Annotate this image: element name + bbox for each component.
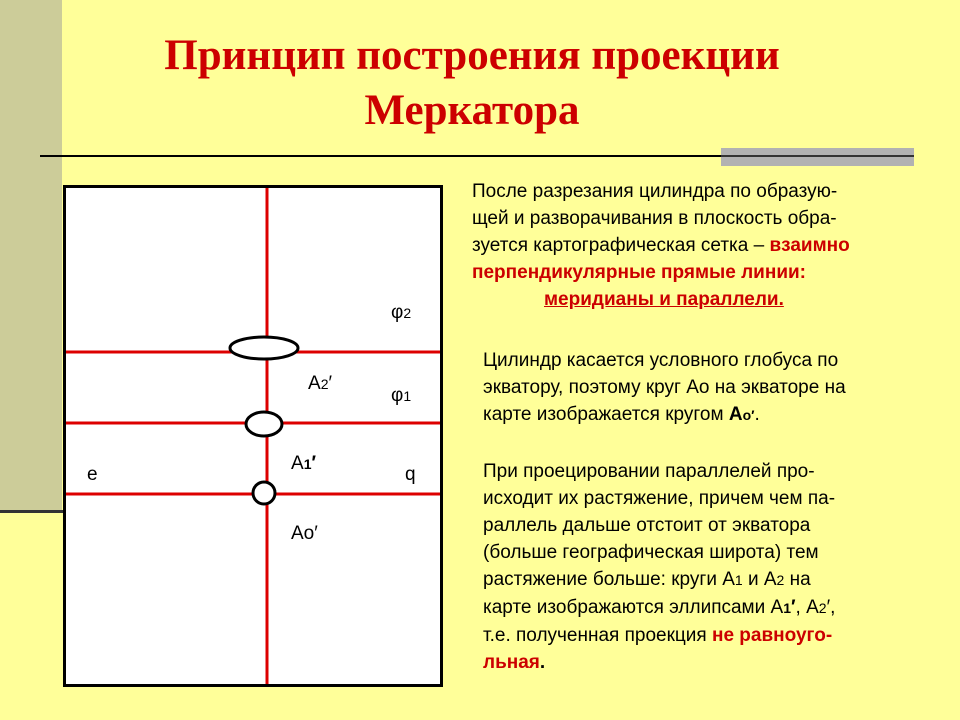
label-a0: Ao′ (291, 523, 318, 544)
slide-title (62, 28, 882, 138)
label-q: q (405, 464, 416, 485)
meridians-parallels-emphasis: меридианы и параллели. (544, 289, 784, 310)
ellipse-a1 (246, 412, 282, 436)
label-phi1: φ1 (391, 385, 412, 406)
mercator-grid-diagram (63, 185, 443, 687)
ellipse-a2 (230, 337, 298, 359)
title-line-1: Принцип построения проекции (164, 32, 780, 79)
title-divider-accent (721, 148, 914, 166)
map-frame (65, 187, 442, 686)
paragraph-cylinder-unroll: После разрезания цилиндра по образую- щей и разворачивания в плоскость обра- зуется картографическая сетка – взаимно перпендикулярные прямые линии: меридианы и параллели. (472, 181, 850, 310)
paragraph-parallel-stretching: При проецировании параллелей про- исходит их растяжение, причем чем па- раллель дальше отстоит от экватора (больше географическая широта) тем растяжение больше: круги А1 и А2 на карте изображаются эллипсами А1′, А2′, т.е. полученная проекция не равноуго- льная. (483, 461, 836, 673)
paragraph-equator-circle: Цилиндр касается условного глобуса по экватору, поэтому круг Ао на экваторе на карте изображается кругом Ао′. (483, 350, 846, 425)
label-e: e (87, 464, 98, 485)
label-a1: A1′ (291, 453, 317, 474)
left-decor-strip (0, 0, 62, 512)
left-decor-line (0, 510, 64, 513)
label-a2: A2′ (308, 373, 333, 394)
circle-a0 (253, 482, 275, 504)
title-line-2: Меркатора (364, 87, 580, 134)
label-phi2: φ2 (391, 302, 412, 323)
